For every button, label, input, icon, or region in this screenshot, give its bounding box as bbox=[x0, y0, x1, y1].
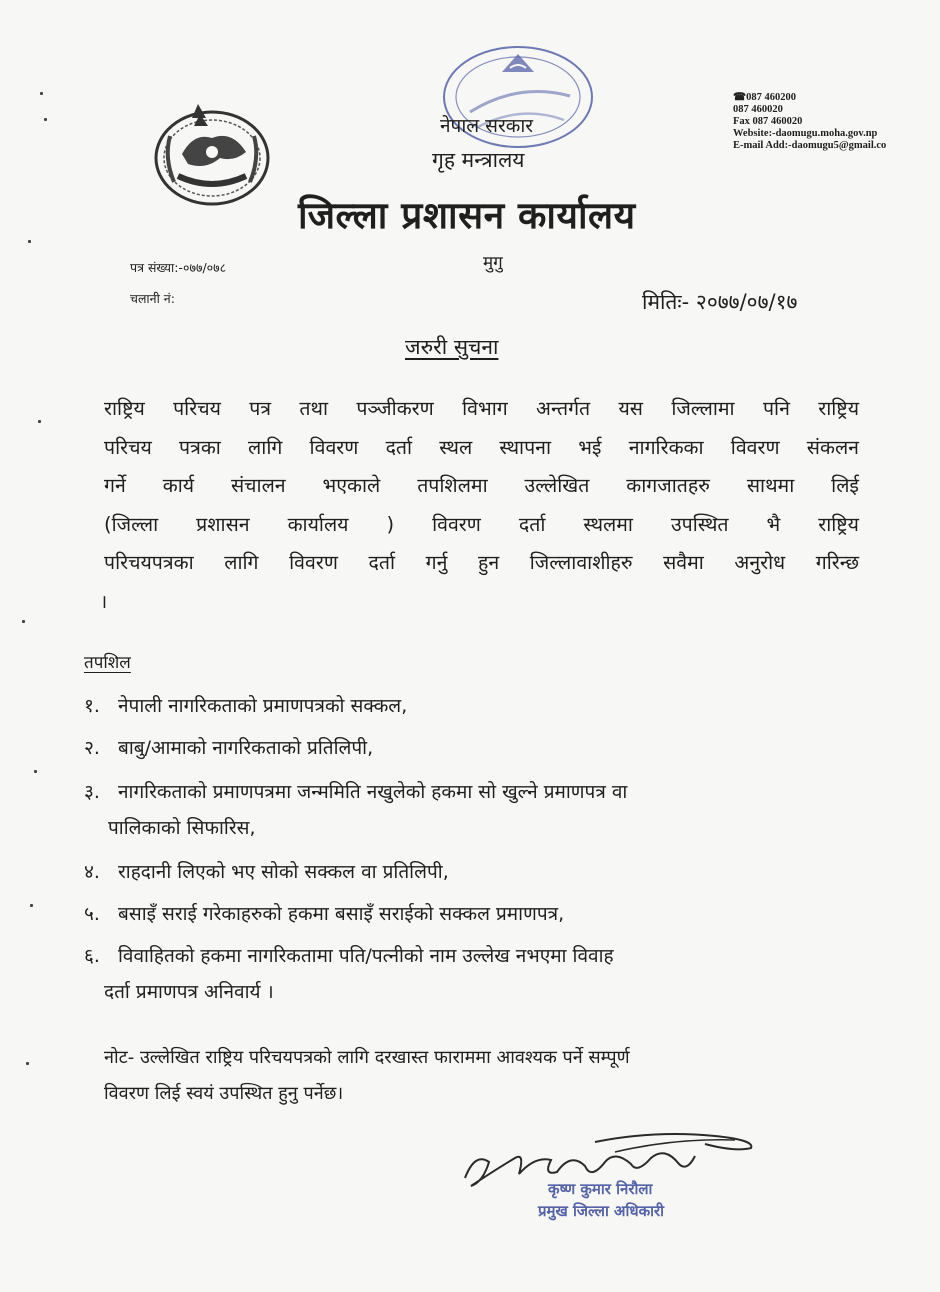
list-item bbox=[84, 734, 373, 760]
list-item-text: नागरिकताको प्रमाणपत्रमा जन्ममिति नखुलेको हकमा सो खुल्ने प्रमाणपत्र वा bbox=[118, 781, 628, 803]
list-item-number: ४. bbox=[84, 861, 100, 883]
phone-secondary: 087 460020 bbox=[733, 104, 783, 115]
list-item-number: ६. bbox=[84, 945, 100, 967]
list-item-text: विवाहितको हकमा नागरिकतामा पति/पत्नीको नाम उल्लेख नभएमा विवाह bbox=[118, 945, 614, 967]
notice-body-line: (जिल्ला प्रशासन कार्यालय ) विवरण दर्ता स्थलमा उपस्थित भै राष्ट्रिय bbox=[104, 512, 859, 536]
note-line: विवरण लिई स्वयं उपस्थित हुनु पर्नेछ। bbox=[104, 1083, 344, 1104]
district-name: मुगु bbox=[483, 253, 503, 273]
scan-speck bbox=[44, 118, 47, 121]
scan-speck bbox=[30, 904, 33, 907]
contact-block bbox=[733, 92, 886, 152]
officer-name: कृष्ण कुमार निरौला bbox=[548, 1180, 653, 1198]
ministry-name: गृह मन्त्रालय bbox=[432, 148, 525, 172]
list-item-number: ३. bbox=[84, 781, 100, 803]
list-item-text: नेपाली नागरिकताको प्रमाणपत्रको सक्कल, bbox=[118, 695, 408, 717]
list-item bbox=[84, 692, 407, 718]
issue-date: मितिः- २०७७/०७/१७ bbox=[642, 290, 798, 314]
list-item-number: ५. bbox=[84, 903, 100, 925]
dispatch-number: चलानी नं: bbox=[130, 291, 175, 306]
note-block bbox=[104, 1040, 854, 1112]
list-item bbox=[84, 858, 449, 884]
notice-title: जरुरी सुचना bbox=[405, 335, 499, 359]
list-item-number: १. bbox=[84, 695, 100, 717]
phone-primary: ☎087 460200 bbox=[733, 92, 796, 103]
notice-body bbox=[104, 390, 859, 583]
note-line: नोट- उल्लेखित राष्ट्रिय परिचयपत्रको लागि दरखास्त फाराममा आवश्यक पर्ने सम्पूर्ण bbox=[104, 1047, 630, 1068]
government-name: नेपाल सरकार bbox=[440, 115, 534, 137]
list-item-continuation: पालिकाको सिफारिस, bbox=[108, 817, 256, 839]
notice-body-line: परिचय पत्रका लागि विवरण दर्ता स्थल स्थापना भई नागरिकका विवरण संकलन bbox=[104, 435, 859, 459]
list-item bbox=[84, 900, 564, 926]
schedule-heading: तपशिल bbox=[84, 653, 131, 673]
office-title: जिल्ला प्रशासन कार्यालय bbox=[298, 194, 636, 237]
signatory-block bbox=[538, 1178, 665, 1222]
notice-body-end: । bbox=[100, 591, 108, 613]
scan-speck bbox=[26, 1062, 29, 1065]
list-item-text: बसाइँ सराई गरेकाहरुको हकमा बसाइँ सराईको सक्कल प्रमाणपत्र, bbox=[118, 903, 565, 925]
officer-designation: प्रमुख जिल्ला अधिकारी bbox=[538, 1202, 665, 1220]
list-item bbox=[84, 778, 627, 804]
scan-speck bbox=[40, 92, 43, 95]
list-item-text: राहदानी लिएको भए सोको सक्कल वा प्रतिलिपी, bbox=[118, 861, 449, 883]
list-item-continuation: दर्ता प्रमाणपत्र अनिवार्य । bbox=[104, 981, 274, 1003]
scan-speck bbox=[28, 240, 31, 243]
scan-speck bbox=[22, 620, 25, 623]
letter-number: पत्र संख्या:-०७७/०७८ bbox=[130, 260, 227, 275]
reference-block bbox=[130, 252, 226, 314]
website-link[interactable]: Website:-daomugu.moha.gov.np bbox=[733, 128, 878, 139]
national-emblem-icon bbox=[148, 92, 276, 210]
notice-body-line: परिचयपत्रका लागि विवरण दर्ता गर्नु हुन जिल्लावाशीहरु सवैमा अनुरोध गरिन्छ bbox=[104, 551, 859, 574]
email-address[interactable]: E-mail Add:-daomugu5@gmail.co bbox=[733, 140, 887, 151]
notice-body-line: राष्ट्रिय परिचय पत्र तथा पञ्जीकरण विभाग अन्तर्गत यस जिल्लामा पनि राष्ट्रिय bbox=[104, 397, 859, 420]
scan-speck bbox=[38, 420, 41, 423]
list-item bbox=[84, 942, 614, 968]
notice-body-line: गर्ने कार्य संचालन भएकाले तपशिलमा उल्लेखित कागजातहरु साथमा लिई bbox=[104, 474, 859, 497]
scan-speck bbox=[34, 770, 37, 773]
list-item-number: २. bbox=[84, 737, 100, 759]
list-item-text: बाबु/आमाको नागरिकताको प्रतिलिपी, bbox=[118, 737, 374, 759]
fax-number: Fax 087 460020 bbox=[733, 116, 803, 127]
